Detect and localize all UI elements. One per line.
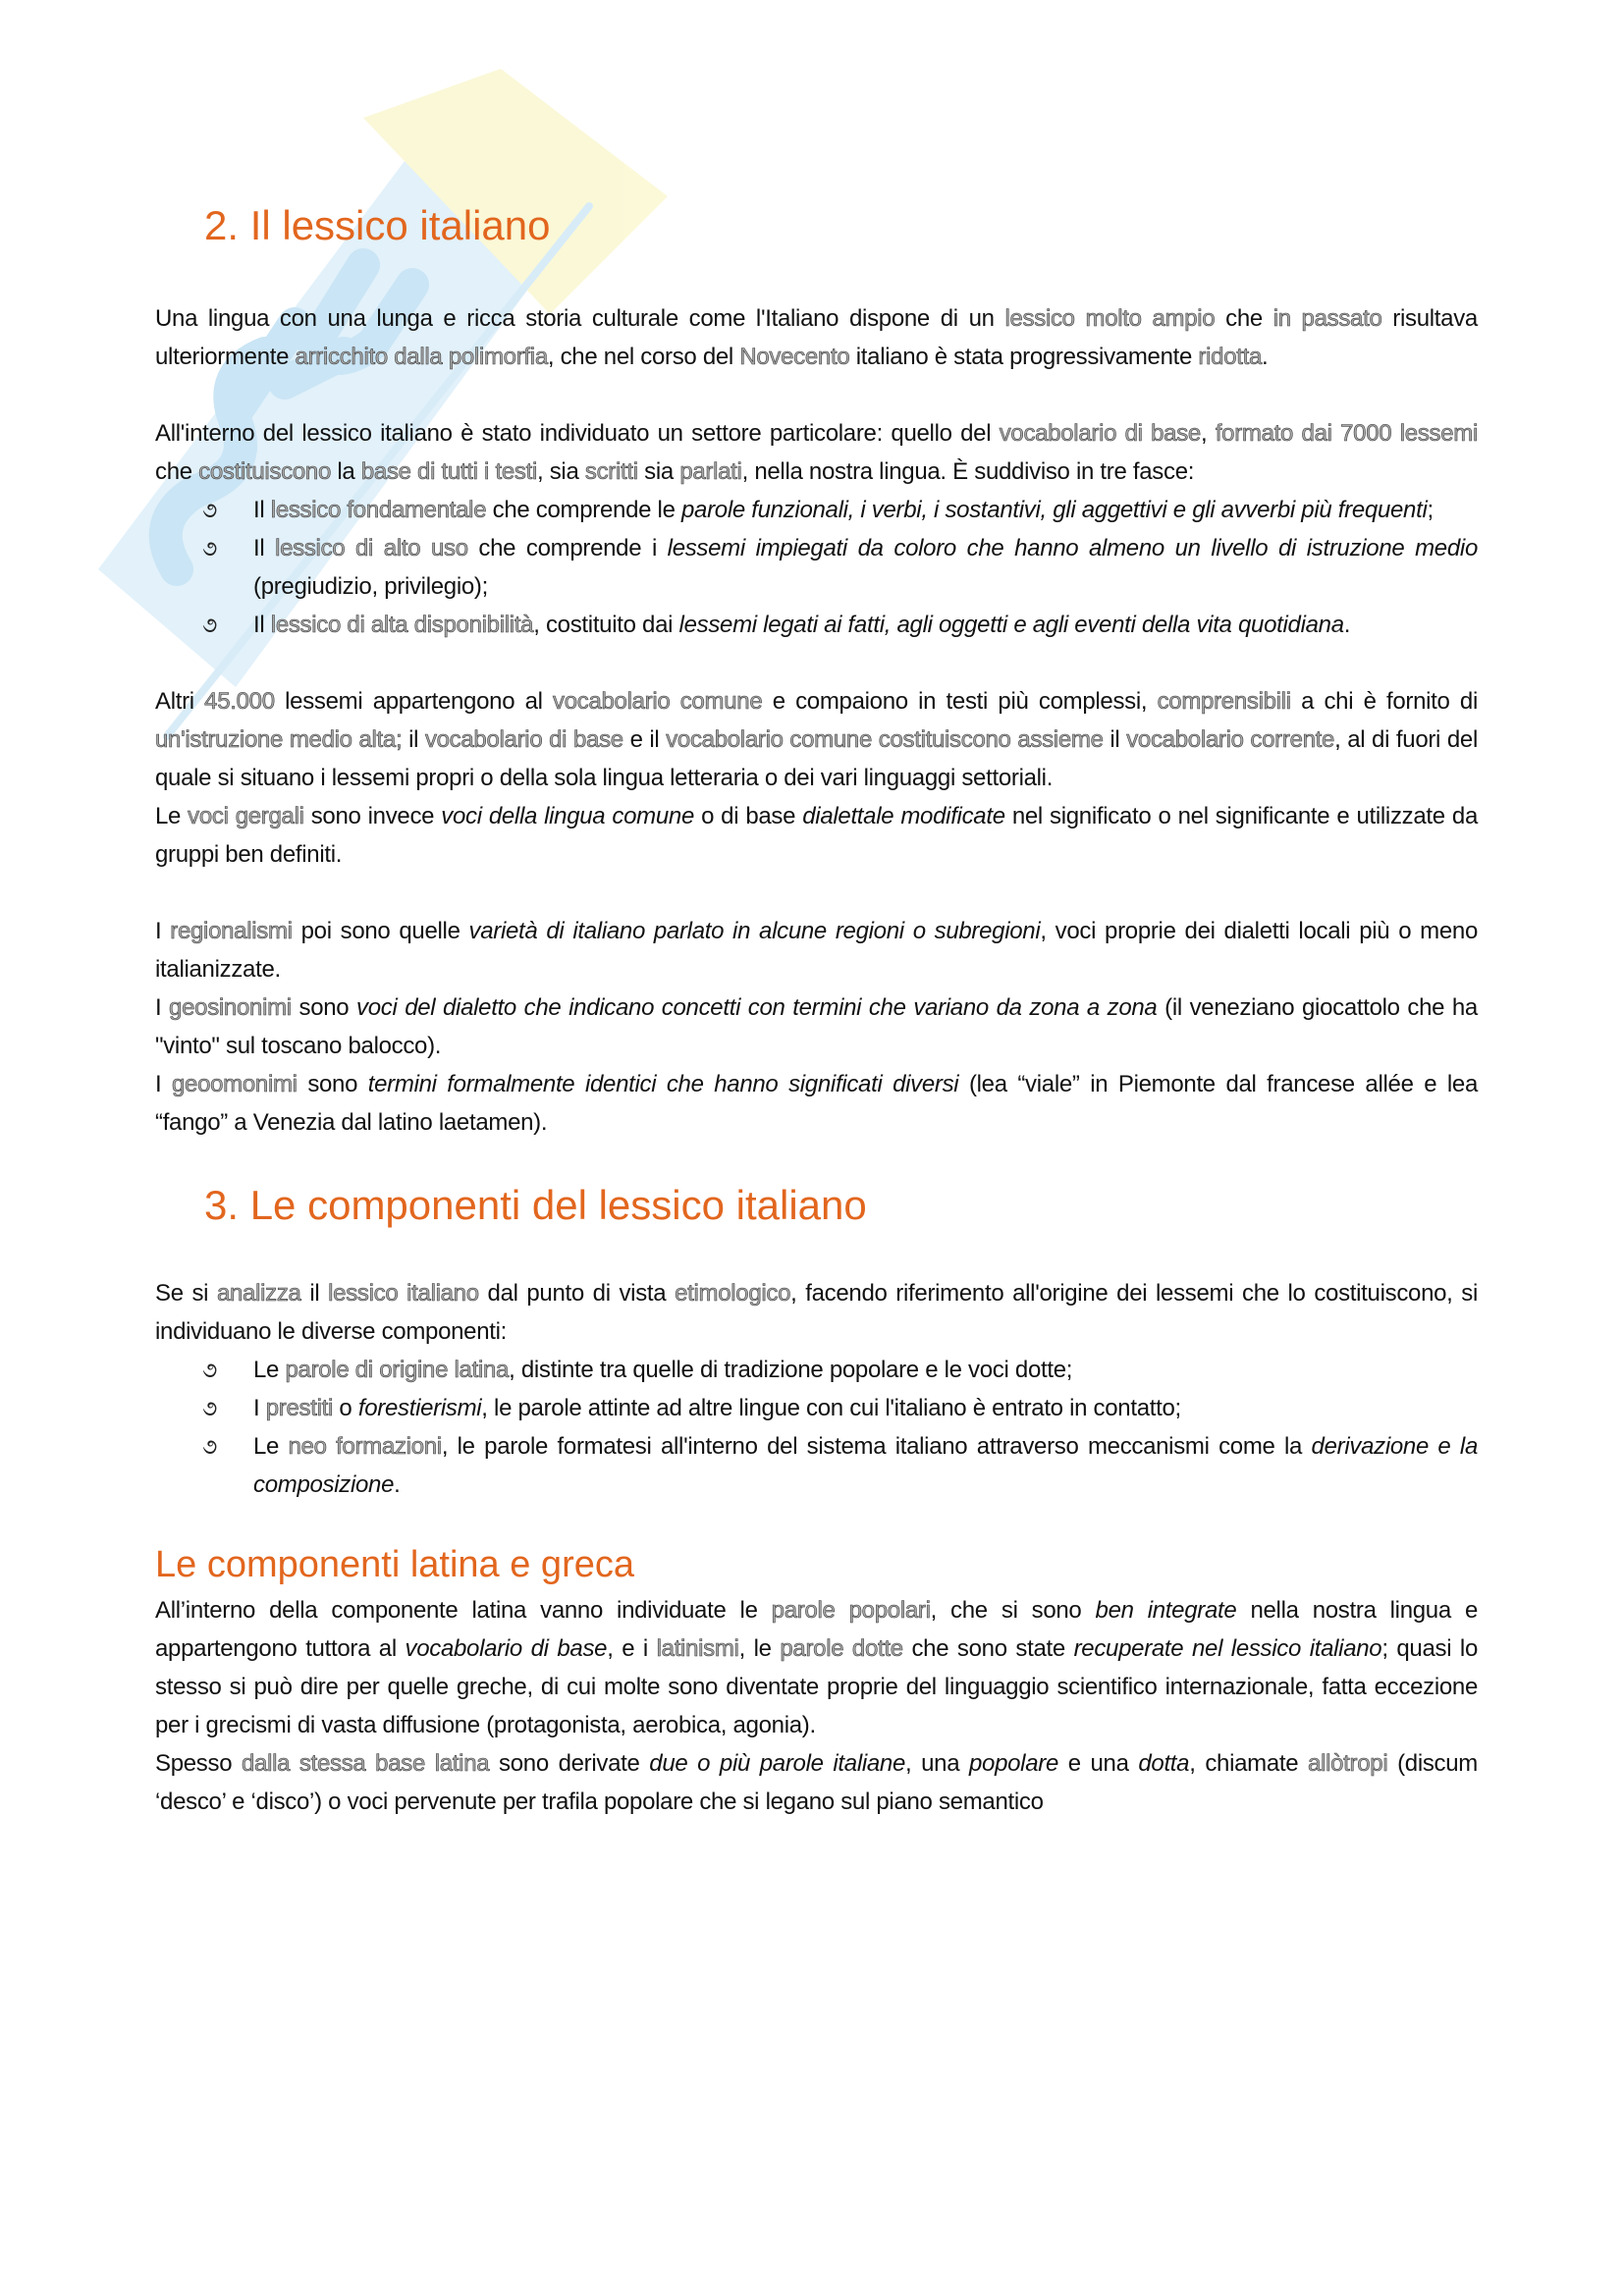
highlighted-term: neo formazioni (288, 1432, 442, 1460)
bullet-icon: ૭ (202, 1395, 217, 1420)
highlighted-term: costituiscono (198, 458, 332, 486)
text-run: , che si sono (930, 1597, 1096, 1625)
text-run: poi sono quelle (292, 918, 469, 945)
text-run: , che nel corso del (547, 344, 740, 371)
highlighted-term: formato dai 7000 lessemi (1215, 420, 1478, 448)
text-run: il (1103, 726, 1127, 754)
list-item (202, 1389, 1478, 1427)
paragraph-block (155, 682, 1478, 874)
highlighted-term: Novecento (739, 344, 850, 371)
text-run: o (333, 1394, 358, 1421)
text-run: il (402, 726, 425, 754)
text-run: . (1343, 612, 1351, 639)
bullet-icon: ૭ (202, 498, 217, 523)
italic-text: due o più parole italiane (649, 1750, 906, 1778)
highlighted-term: ridotta (1198, 344, 1263, 371)
paragraph (155, 1744, 1478, 1821)
paragraph (155, 1065, 1478, 1142)
text-run: , facendo riferimento all'origine dei lessemi che lo costituiscono, si individuano le diverse componenti: (155, 1279, 1478, 1345)
highlighted-term: parole di origine latina (285, 1356, 510, 1383)
text-run: Il (253, 535, 276, 562)
highlighted-term: lessico di alto uso (275, 535, 468, 562)
list-item (202, 606, 1478, 644)
text-run: , al di fuori del quale si situano i lessemi propri o della sola lingua letteraria o dei vari linguaggi settoriali. (155, 726, 1478, 792)
text-run: (discum ‘desco’ e ‘disco’) o voci pervenute per trafila popolare che si legano sul piano semantico (155, 1750, 1479, 1816)
text-run: e una (1058, 1750, 1139, 1778)
highlighted-term: base di tutti i testi (360, 458, 537, 486)
highlighted-term: vocabolario di base (999, 420, 1201, 448)
highlighted-term: geosinonimi (169, 994, 292, 1022)
text-run: All'interno del lessico italiano è stato individuato un settore particolare: quello del (155, 420, 1000, 448)
text-run: Il (253, 612, 271, 639)
text-run: sono derivate (489, 1750, 650, 1778)
text-run: Le (253, 1432, 289, 1460)
text-run: , voci proprie dei dialetti locali più o meno italianizzate. (155, 918, 1479, 984)
text-run: lessemi appartengono al (274, 688, 553, 716)
text-run: sono (291, 994, 357, 1022)
text-run: dal punto di vista (478, 1279, 676, 1307)
highlighted-term: allòtropi (1308, 1750, 1388, 1778)
highlighted-term: latinismi (656, 1635, 739, 1663)
text-run: I (155, 1071, 172, 1098)
highlighted-term: analizza (216, 1279, 301, 1307)
text-run: nel significato o nel significante e utilizzate da gruppi ben definiti. (155, 803, 1478, 869)
paragraph (155, 797, 1478, 874)
italic-text: derivazione e la composizione (253, 1432, 1479, 1498)
highlighted-term: arricchito dalla polimorfia (295, 344, 548, 371)
text-run: Le (155, 803, 189, 830)
paragraph (155, 414, 1478, 491)
paragraph (155, 1274, 1478, 1351)
text-run: (lea “viale” in Piemonte dal francese allée e lea “fango” a Venezia dal latino laetamen). (155, 1071, 1478, 1137)
text-run: che (1215, 305, 1273, 333)
text-run: Se si (155, 1279, 217, 1307)
highlighted-term: lessico di alta disponibilità (270, 612, 534, 639)
text-run: , nella nostra lingua. È suddiviso in tre fasce: (741, 458, 1195, 486)
highlighted-term: vocabolario comune costituiscono assieme (666, 726, 1104, 754)
highlighted-term: geoomonimi (171, 1071, 298, 1098)
highlighted-term: parlati (679, 458, 742, 486)
list-item (202, 1351, 1478, 1389)
italic-text: ben integrate (1095, 1597, 1237, 1625)
italic-text: dotta (1138, 1750, 1190, 1778)
paragraph (155, 299, 1478, 376)
italic-text: popolare (968, 1750, 1058, 1778)
bullet-list (155, 491, 1478, 644)
text-run: I (155, 994, 170, 1022)
paragraph-block (155, 1274, 1478, 1504)
italic-text: parole funzionali, i verbi, i sostantivi, gli aggettivi e gli avverbi più frequenti (680, 497, 1428, 524)
section-heading-2: 2. Il lessico italiano (204, 202, 551, 248)
text-run: , (1200, 420, 1216, 448)
highlighted-term: vocabolario di base (424, 726, 623, 754)
highlighted-term: comprensibili (1157, 688, 1291, 716)
highlighted-term: dalla stessa base latina (241, 1750, 490, 1778)
text-run: , chiamate (1189, 1750, 1309, 1778)
text-run: , le parole attinte ad altre lingue con cui l'italiano è entrato in contatto; (481, 1394, 1181, 1421)
paragraph-block (155, 299, 1478, 644)
text-run: . (394, 1470, 401, 1498)
text-run: Altri (155, 688, 205, 716)
subsection-heading: Le componenti latina e greca (155, 1543, 634, 1585)
highlighted-term: regionalismi (170, 918, 293, 945)
text-run: , una (905, 1750, 969, 1778)
list-item (202, 491, 1478, 529)
text-run: che comprende le (486, 497, 681, 524)
text-run: , le parole formatesi all'interno del sistema italiano attraverso meccanismi come la (441, 1432, 1312, 1460)
paragraph-block (155, 1591, 1478, 1821)
bullet-icon: ૭ (202, 1357, 217, 1382)
highlighted-term: scritti (584, 458, 638, 486)
text-run: I (155, 918, 171, 945)
text-run: . (1262, 344, 1269, 371)
text-run: Le (253, 1356, 286, 1383)
italic-text: recuperate nel lessico italiano (1073, 1635, 1382, 1663)
highlighted-term: in passato (1272, 305, 1382, 333)
text-run: I (253, 1394, 266, 1421)
italic-text: voci del dialetto che indicano concetti con termini che variano da zona a zona (356, 994, 1158, 1022)
highlighted-term: parole dotte (780, 1635, 903, 1663)
highlighted-term: voci gergali (188, 803, 304, 830)
highlighted-term: prestiti (265, 1394, 334, 1421)
bullet-icon: ૭ (202, 536, 217, 561)
text-run: , distinte tra quelle di tradizione popolare e le voci dotte; (509, 1356, 1073, 1383)
italic-text: varietà di italiano parlato in alcune regioni o subregioni (468, 918, 1041, 945)
text-run: nella nostra lingua e appartengono tuttora al (155, 1597, 1478, 1663)
text-run: il (300, 1279, 329, 1307)
section-heading-3: 3. Le componenti del lessico italiano (204, 1182, 867, 1229)
highlighted-term: lessico italiano (328, 1279, 479, 1307)
text-run: , sia (536, 458, 585, 486)
text-run: che comprende i (467, 535, 668, 562)
text-run: e compaiono in testi più complessi, (762, 688, 1158, 716)
text-run: che sono state (902, 1635, 1074, 1663)
text-run: sono (297, 1071, 368, 1098)
highlighted-term: etimologico (675, 1279, 791, 1307)
text-run: All’interno della componente latina vanno individuate le (155, 1597, 772, 1625)
highlighted-term: vocabolario comune (553, 688, 763, 716)
text-run: ; quasi lo stesso si può dire per quelle greche, di cui molte sono diventate proprie del linguaggio scientifico internazionale, fatta eccezione per i grecismi di vasta diffusione (protagonista, aerobica, agonia). (155, 1635, 1478, 1739)
highlighted-term: 45.000 (204, 688, 275, 716)
text-run: la (331, 458, 361, 486)
bullet-list (155, 1351, 1478, 1504)
bullet-icon: ૭ (202, 613, 217, 638)
text-run: o di base (694, 803, 803, 830)
list-item (202, 1427, 1479, 1504)
highlighted-term: lessico molto ampio (1004, 305, 1216, 333)
paragraph (155, 912, 1478, 988)
text-run: Una lingua con una lunga e ricca storia culturale come l'Italiano dispone di un (155, 305, 1005, 333)
italic-text: lessemi legati ai fatti, agli oggetti e agli eventi della vita quotidiana (678, 612, 1344, 639)
list-item (202, 529, 1478, 606)
paragraph (155, 682, 1478, 797)
text-run: e il (623, 726, 667, 754)
italic-text: termini formalmente identici che hanno significati diversi (367, 1071, 959, 1098)
highlighted-term: lessico fondamentale (270, 497, 487, 524)
highlighted-term: vocabolario corrente (1126, 726, 1335, 754)
italic-text: vocabolario di base (405, 1635, 608, 1663)
text-run: (pregiudizio, privilegio); (253, 573, 488, 601)
italic-text: dialettale modificate (802, 803, 1005, 830)
italic-text: voci della lingua comune (441, 803, 694, 830)
text-run: risultava ulteriormente (155, 305, 1478, 371)
highlighted-term: un'istruzione medio alta; (155, 726, 403, 754)
paragraph-block (155, 912, 1478, 1142)
text-run: , e i (607, 1635, 657, 1663)
paragraph (155, 1591, 1478, 1744)
bullet-icon: ૭ (202, 1433, 217, 1459)
highlighted-term: parole popolari (771, 1597, 931, 1625)
text-run: sia (637, 458, 680, 486)
text-run: a chi è fornito di (1290, 688, 1478, 716)
paragraph-gap (155, 376, 1478, 414)
text-run: (il veneziano giocattolo che ha "vinto" sul toscano balocco). (155, 994, 1478, 1060)
text-run: , costituito dai (533, 612, 679, 639)
text-run: sono invece (303, 803, 442, 830)
italic-text: forestierismi (357, 1394, 482, 1421)
text-run: italiano è stata progressivamente (849, 344, 1199, 371)
paragraph (155, 988, 1478, 1065)
text-run: Il (253, 497, 271, 524)
text-run: Spesso (155, 1750, 242, 1778)
text-run: ; (1427, 497, 1434, 524)
italic-text: lessemi impiegati da coloro che hanno almeno un livello di istruzione medio (667, 535, 1478, 562)
text-run: , le (738, 1635, 781, 1663)
text-run: che (155, 458, 199, 486)
